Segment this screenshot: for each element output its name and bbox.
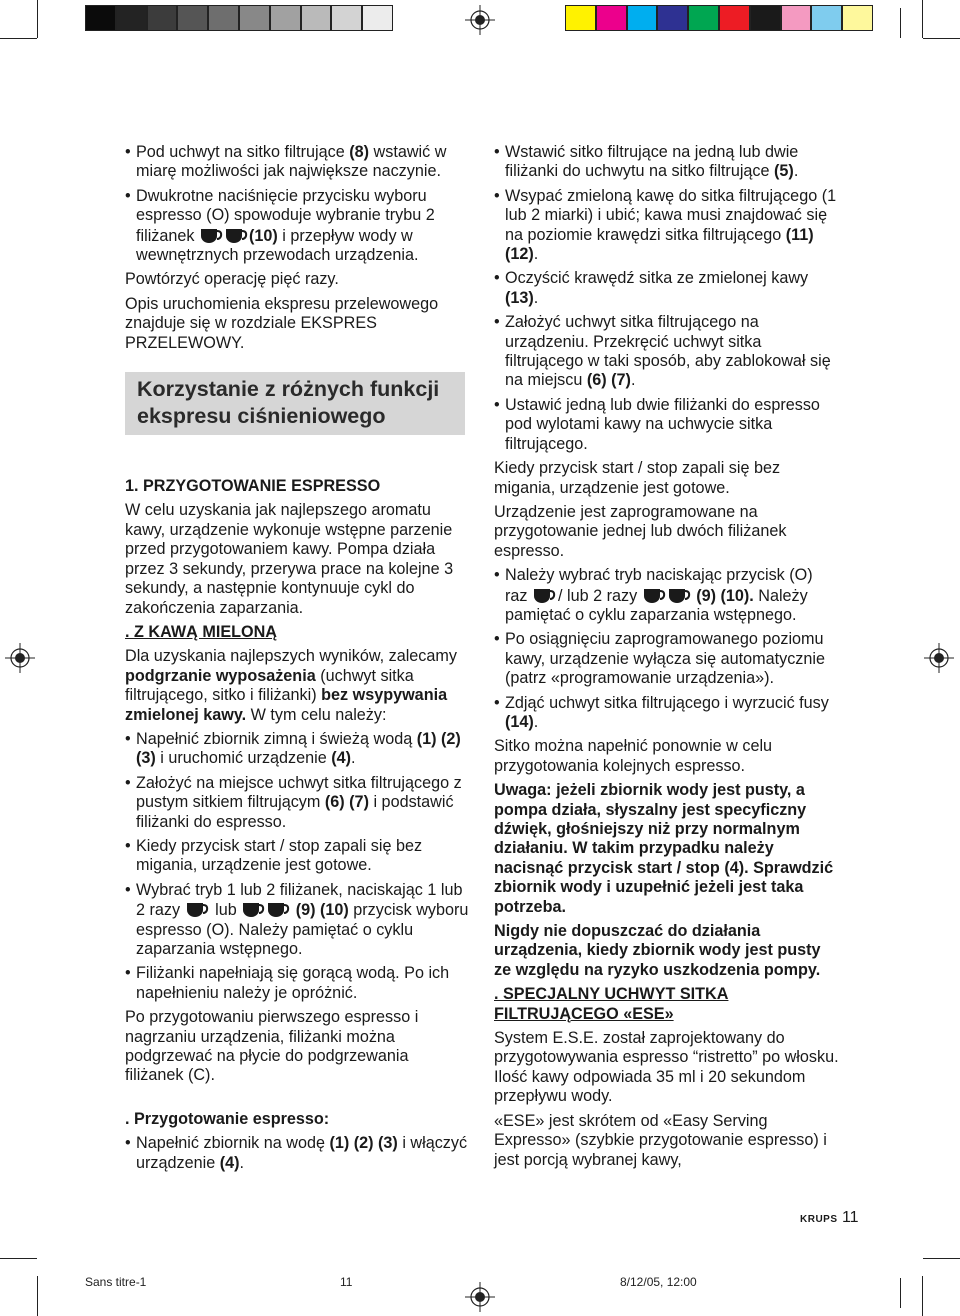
color-swatch: [565, 5, 596, 31]
list-item: • Filiżanki napełniają się gorącą wodą. Po ich napełnieniu należy je opróżnić.: [125, 964, 470, 1003]
paragraph: Po przygotowaniu pierwszego espresso i nagrzaniu urządzenia, filiżanki można podgrzewać na płycie do podgrzewania filiżanek (C).: [125, 1008, 419, 1085]
page-number: 11: [841, 1209, 859, 1226]
color-swatch: [688, 5, 719, 31]
paragraph: Kiedy przycisk start / stop zapali się bez migania, urządzenie jest gotowe.: [494, 459, 781, 497]
color-swatch: [657, 5, 688, 31]
one-cup-icon: [532, 586, 558, 604]
warning-paragraph: Uwaga: jeżeli zbiornik wody jest pusty, a pompa działa, słyszalny jest specyficzny dźwięk, głośniejszy niż przy normalnym działaniu. W takim przypadku należy nacisnąć przycisk start / stop (4). Sprawdzić zbiornik wody i uzupełnić jeżeli jest taka potrzeba.: [494, 781, 834, 916]
two-cups-icon: [241, 900, 291, 918]
list-item: • Wstawić sitko filtrujące na jedną lub dwie filiżanki do uchwytu na sitko filtrujące (5).: [494, 143, 839, 182]
crop-mark: [922, 1276, 923, 1316]
paragraph: System E.S.E. został zaprojektowany do przygotowywania espresso “ristretto” po włosku. Ilość kawy odpowiada 35 ml i 20 sekundom przepływu wody.: [494, 1029, 839, 1106]
section-title: 1. PRZYGOTOWANIE ESPRESSO: [125, 477, 381, 496]
registration-mark-icon: [924, 643, 954, 673]
subsection-title: . SPECJALNY UCHWYT SITKA FILTRUJĄCEGO «ESE»: [494, 985, 729, 1023]
paragraph: Dla uzyskania najlepszych wyników, zalecamy podgrzanie wyposażenia (uchwyt sitka filtrującego, sitko i filiżanki) bez wsypywania zmielonej kawy. W tym celu należy:: [125, 647, 457, 724]
gray-swatch: [116, 5, 147, 31]
crop-mark: [0, 1258, 37, 1259]
gray-swatch: [239, 5, 270, 31]
list-item: • Oczyścić krawędź sitka ze zmielonej kawy (13).: [494, 269, 839, 308]
gray-swatch: [208, 5, 239, 31]
crop-mark: [37, 1276, 38, 1316]
crop-mark: [900, 1278, 901, 1308]
registration-mark-icon: [465, 1282, 495, 1312]
gray-calibration-bar: [85, 5, 393, 31]
subsection-title: . Z KAWĄ MIELONĄ: [125, 622, 277, 641]
paragraph: Opis uruchomienia ekspresu przelewowego znajduje się w rozdziale EKSPRES PRZELEWOWY.: [125, 294, 439, 352]
gray-swatch: [362, 5, 393, 31]
list-item: • Założyć uchwyt sitka filtrującego na urządzeniu. Przekręcić uchwyt sitka filtrującego w taki sposób, aby zablokował się na miejscu (6) (7).: [494, 313, 839, 391]
gray-swatch: [177, 5, 208, 31]
color-swatch: [811, 5, 842, 31]
crop-mark: [0, 38, 37, 39]
paragraph: Urządzenie jest zaprogramowane na przygotowanie jednej lub dwóch filiżanek espresso.: [494, 502, 787, 560]
crop-mark: [922, 0, 923, 38]
page-number-block: [800, 1209, 859, 1227]
paragraph: Sitko można napełnić ponownie w celu przygotowania kolejnych espresso.: [494, 737, 773, 775]
subsection-title: . Przygotowanie espresso:: [125, 1109, 330, 1128]
two-cups-icon: [642, 586, 692, 604]
list-item: • Po osiągnięciu zaprogramowanego poziomu kawy, urządzenie wyłącza się automatycznie (patrz «programowanie urządzenia»).: [494, 630, 839, 688]
gray-swatch: [85, 5, 116, 31]
list-item: • Należy wybrać tryb naciskając przycisk (O) raz / lub 2 razy (9) (10). Należy pamiętać o cyklu zaparzania wstępnego.: [494, 566, 839, 625]
list-item: • Ustawić jedną lub dwie filiżanki do espresso pod wylotami kawy na uchwycie sitka filtrującego.: [494, 396, 839, 454]
color-swatch: [750, 5, 781, 31]
gray-swatch: [301, 5, 332, 31]
color-swatch: [781, 5, 812, 31]
gray-swatch: [147, 5, 178, 31]
footer-page: 11: [340, 1275, 353, 1289]
crop-mark: [923, 1258, 960, 1259]
paragraph: Powtórzyć operację pięć razy.: [125, 270, 339, 289]
list-item: • Kiedy przycisk start / stop zapali się bez migania, urządzenie jest gotowe.: [125, 837, 470, 876]
list-item: • Założyć na miejsce uchwyt sitka filtrującego z pustym sitkiem filtrującym (6) (7) i podstawić filiżanki do espresso.: [125, 774, 470, 832]
registration-mark-icon: [465, 5, 495, 35]
list-item: • Zdjąć uchwyt sitka filtrującego i wyrzucić fusy (14).: [494, 694, 839, 733]
crop-mark: [900, 8, 901, 38]
crop-mark: [37, 0, 38, 38]
left-column: [125, 143, 470, 1178]
list-item: • Wybrać tryb 1 lub 2 filiżanek, naciskając 1 lub 2 razy lub (9) (10) przycisk wyboru espresso (O). Należy pamiętać o cyklu zaparzania wstępnego.: [125, 881, 470, 960]
one-cup-icon: [185, 900, 211, 918]
warning-paragraph: Nigdy nie dopuszczać do działania urządzenia, kiedy zbiornik wody jest pusty ze względu na ryzyko uszkodzenia pompy.: [494, 922, 821, 979]
color-swatch: [596, 5, 627, 31]
paragraph: W celu uzyskania jak najlepszego aromatu kawy, urządzenie wykonuje wstępne parzenie przed przygotowaniem kawy. Pompa działa przez 3 sekundy, przerywa prace na kolejne 3 sekundy, a następnie kontynuuje cykl do zakończenia zaparzania.: [125, 501, 454, 617]
registration-mark-icon: [5, 643, 35, 673]
footer-filename: Sans titre-1: [85, 1275, 147, 1289]
color-calibration-bar: [565, 5, 873, 31]
list-item: • Dwukrotne naciśnięcie przycisku wyboru espresso (O) spowoduje wybranie trybu 2 filiżanek (10) i przepływ wody w wewnętrznych przewodach urządzenia.: [125, 187, 470, 266]
color-swatch: [842, 5, 873, 31]
two-cups-icon: [199, 226, 249, 244]
color-swatch: [627, 5, 658, 31]
right-column: [494, 143, 839, 1175]
crop-mark: [923, 38, 960, 39]
list-item: • Wsypać zmieloną kawę do sitka filtrującego (1 lub 2 miarki) i ubić; kawa musi znajdować się na poziomie krawędzi sitka filtrującego (11) (12).: [494, 187, 839, 265]
section-heading: Korzystanie z różnych funkcji ekspresu ciśnieniowego: [125, 372, 465, 435]
color-swatch: [719, 5, 750, 31]
list-item: • Pod uchwyt na sitko filtrujące (8) wstawić w miarę możliwości jak największe naczynie.: [125, 143, 470, 182]
gray-swatch: [270, 5, 301, 31]
brand-logo: KRUPS: [800, 1214, 838, 1225]
list-item: • Napełnić zbiornik zimną i świeżą wodą (1) (2) (3) i uruchomić urządzenie (4).: [125, 730, 470, 769]
paragraph: «ESE» jest skrótem od «Easy Serving Expresso» (szybkie przygotowanie espresso) i jest porcją wybranej kawy,: [494, 1111, 827, 1169]
list-item: • Napełnić zbiornik na wodę (1) (2) (3) i włączyć urządzenie (4).: [125, 1134, 470, 1173]
gray-swatch: [331, 5, 362, 31]
footer-date: 8/12/05, 12:00: [620, 1275, 697, 1289]
